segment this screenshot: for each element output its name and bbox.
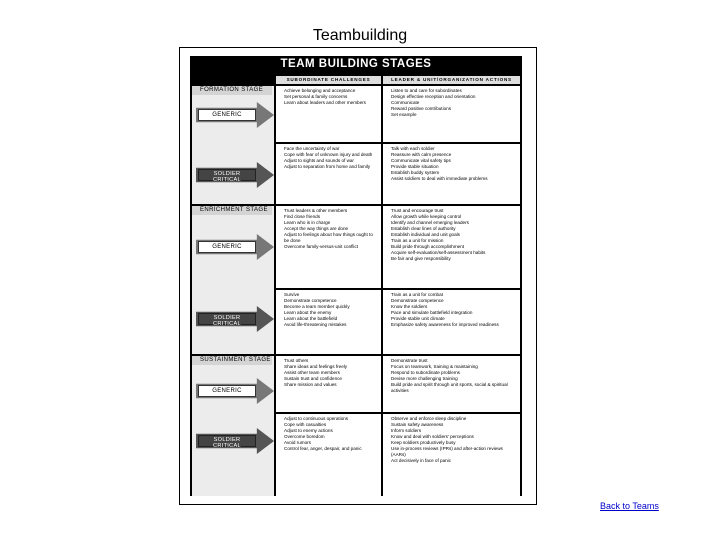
list-item: • Accept the way things are done	[284, 226, 379, 232]
list-item: • Emphasize safety awareness for improved readiness	[391, 322, 518, 328]
team-building-chart	[190, 56, 522, 496]
stage-label-formation: FORMATION STAGE	[192, 86, 272, 95]
list-item: • Adjust to enemy actions	[284, 428, 379, 434]
list-item: • Be fair and give responsibility	[391, 256, 518, 262]
generic-arrow	[196, 234, 274, 260]
list-item: • Avoid life-threatening mistakes	[284, 322, 379, 328]
list-item: • Establish buddy system	[391, 170, 518, 176]
list-item: • Trust others	[284, 358, 379, 364]
list-item: • Sustain safety awareness	[391, 422, 518, 428]
list-item: • Assist soldiers to deal with immediate problems	[391, 176, 518, 182]
list-item: • Pace and simulate battlefield integration	[391, 310, 518, 316]
arrow-label-line: SOLDIER	[213, 314, 241, 321]
list-item: • Achieve belonging and acceptance	[284, 88, 379, 94]
list-item: • Sustain trust and confidence	[284, 376, 379, 382]
arrow-label-line: CRITICAL	[213, 443, 241, 449]
soldier-critical-arrow	[196, 162, 274, 188]
list-item: • Learn about the battlefield	[284, 316, 379, 322]
list-item: • Allow growth while keeping control	[391, 214, 518, 220]
challenges-cell	[276, 356, 381, 412]
generic-arrow	[196, 378, 274, 404]
stage-label-sustainment: SUSTAINMENT STAGE	[192, 356, 272, 365]
list-item: • Control fear, anger, despair, and panic	[284, 446, 379, 452]
list-item: • Identify and channel emerging leaders	[391, 220, 518, 226]
arrow-label-line: CRITICAL	[213, 321, 241, 327]
list-item: • Establish clear lines of authority	[391, 226, 518, 232]
list-item: • Demonstrate trust	[391, 358, 518, 364]
list-item: • Focus on teamwork, training & maintaining	[391, 364, 518, 370]
list-item: • Learn who is in charge	[284, 220, 379, 226]
actions-cell	[383, 144, 520, 204]
generic-arrow	[196, 102, 274, 128]
list-item: • Know the soldiers	[391, 304, 518, 310]
actions-cell	[383, 86, 520, 142]
column-header-challenges: SUBORDINATE CHALLENGES	[276, 76, 381, 84]
list-item: • Find close friends	[284, 214, 379, 220]
list-item: • Communicate vital safety tips	[391, 158, 518, 164]
challenges-cell	[276, 144, 381, 204]
list-item: • Share mission and values	[284, 382, 379, 388]
list-item: • Set personal & family concerns	[284, 94, 379, 100]
actions-cell	[383, 206, 520, 288]
list-item: • Adjust to feelings about how things ought to be done	[284, 232, 379, 244]
arrow-label: GENERIC	[198, 385, 256, 397]
soldier-critical-arrow	[196, 428, 274, 454]
list-item: • Design effective reception and orientation	[391, 94, 518, 100]
list-item: • Reward positive contributions	[391, 106, 518, 112]
arrow-label: GENERIC	[198, 241, 256, 253]
actions-cell	[383, 290, 520, 354]
list-item: • Know and deal with soldiers' perceptions	[391, 434, 518, 440]
list-item: • Respond to subordinate problems	[391, 370, 518, 376]
list-item: • Become a team member quickly	[284, 304, 379, 310]
list-item: • Trust leaders & other members	[284, 208, 379, 214]
list-item: • Trust and encourage trust	[391, 208, 518, 214]
chart-title: TEAM BUILDING STAGES	[280, 58, 432, 70]
arrow-label-line: CRITICAL	[213, 177, 241, 183]
challenges-cell	[276, 206, 381, 288]
arrow-label-line: SOLDIER	[213, 170, 241, 177]
list-item: • Demonstrate competence	[284, 298, 379, 304]
arrow-label	[198, 435, 256, 447]
challenges-cell	[276, 290, 381, 354]
actions-cell	[383, 356, 520, 412]
list-item: • Provide stable unit climate	[391, 316, 518, 322]
list-item: • Act decisively in face of panic	[391, 458, 518, 464]
list-item: • Listen to and care for subordinates	[391, 88, 518, 94]
list-item: • Overcome boredom	[284, 434, 379, 440]
list-item: • Overcome family-versus-unit conflict	[284, 244, 379, 250]
list-item: • Observe and enforce sleep discipline	[391, 416, 518, 422]
list-item: • Provide stable situation	[391, 164, 518, 170]
list-item: • Survive	[284, 292, 379, 298]
list-item: • Adjust to sights and sounds of war	[284, 158, 379, 164]
list-item: • Learn about the enemy	[284, 310, 379, 316]
list-item: • Cope with fear of unknown injury and death	[284, 152, 379, 158]
arrow-label: GENERIC	[198, 109, 256, 121]
challenges-cell	[276, 86, 381, 142]
list-item: • Train as a unit for mission	[391, 238, 518, 244]
list-item: • Share ideas and feelings freely	[284, 364, 379, 370]
sustainment-stage-panel	[192, 356, 274, 496]
list-item: • Face the uncertainty of war	[284, 146, 379, 152]
column-header-actions: LEADER & UNIT/ORGANIZATION ACTIONS	[383, 76, 520, 84]
list-item: • Reassure with calm presence	[391, 152, 518, 158]
arrow-label	[198, 313, 256, 325]
list-item: • Learn about leaders and other members	[284, 100, 379, 106]
list-item: • Assist other team members	[284, 370, 379, 376]
challenges-cell	[276, 414, 381, 496]
list-item: • Talk with each soldier	[391, 146, 518, 152]
list-item: • Train as a unit for combat	[391, 292, 518, 298]
list-item: • Build pride through accomplishment	[391, 244, 518, 250]
list-item: • Cope with casualties	[284, 422, 379, 428]
list-item: • Set example	[391, 112, 518, 118]
actions-cell	[383, 414, 520, 496]
list-item: • Adjust to continuous operations	[284, 416, 379, 422]
slide-title: Teambuilding	[312, 27, 408, 44]
back-to-teams-link[interactable]: Back to Teams	[600, 501, 659, 511]
list-item: • Establish individual and unit goals	[391, 232, 518, 238]
list-item: • Keep soldiers productively busy	[391, 440, 518, 446]
arrow-label	[198, 169, 256, 181]
list-item: • Inform soldiers	[391, 428, 518, 434]
list-item: • Demonstrate competence	[391, 298, 518, 304]
list-item: • Build pride and spirit through unit sports, social & spiritual activities	[391, 382, 518, 394]
arrow-label-line: SOLDIER	[213, 436, 241, 443]
list-item: • Avoid rumors	[284, 440, 379, 446]
chart-frame	[179, 47, 537, 505]
list-item: • Devise more challenging training	[391, 376, 518, 382]
list-item: • Use in-process reviews (IPRs) and after-action reviews (AARs)	[391, 446, 518, 458]
soldier-critical-arrow	[196, 306, 274, 332]
stage-label-enrichment: ENRICHMENT STAGE	[192, 206, 272, 215]
list-item: • Acquire self-evaluation/self-assessment habits	[391, 250, 518, 256]
list-item: • Adjust to separation from home and family	[284, 164, 379, 170]
list-item: • Communicate	[391, 100, 518, 106]
